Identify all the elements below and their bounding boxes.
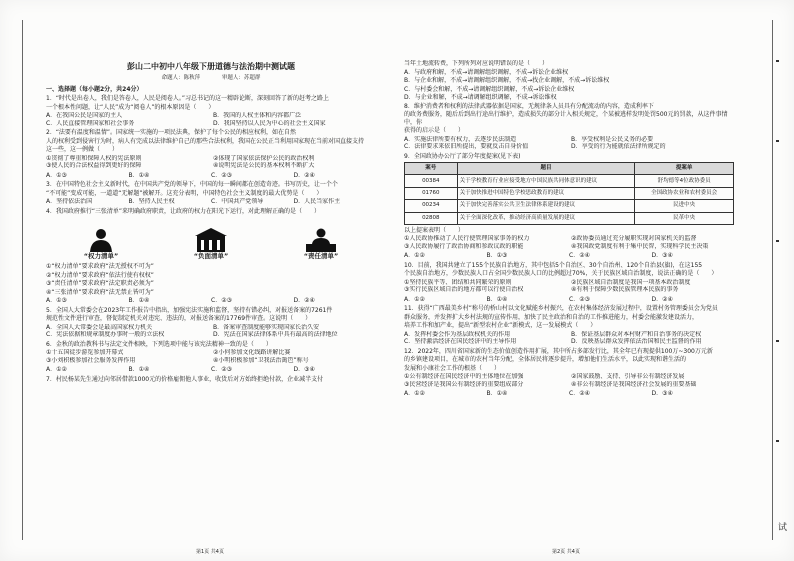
option-d: D．与企业和解，不成→请调解组织调解，不成→诉讼维权 bbox=[404, 94, 557, 101]
question-text: 5．全国人大常委会在2023年工作报告中指出，加强宪法实施和监督，坚持有错必纠，对报送备案的7261件 bbox=[46, 306, 333, 314]
binding-line-right bbox=[772, 20, 773, 540]
option-a: A．①③ bbox=[46, 297, 67, 305]
table-cell: 关于学校教育行业应接受地方中国民族共同体意识的建议 bbox=[457, 175, 635, 187]
margin-character: 试 bbox=[778, 523, 788, 533]
option-c: C．与村委会和解，不成→请调解组织调解，不成→诉讼企业维权 bbox=[404, 85, 575, 93]
option-a: A．①③ bbox=[46, 171, 67, 179]
three-lists-illustration bbox=[46, 218, 376, 260]
option-a: A．①② bbox=[404, 252, 425, 260]
statement-1: ①公有制经济在国民经济中的主体地位在加强 bbox=[404, 373, 524, 381]
column-header: 提案单 bbox=[635, 163, 734, 175]
margin-tick bbox=[776, 60, 779, 62]
statement-2: ②民族区域自治制度是我国一项基本政治制度 bbox=[571, 278, 691, 286]
table-row bbox=[405, 200, 734, 212]
question-text: 10．目前，我国共建立了155个民族自治地方，其中包括5个自治区、30个自治州、120个自治县(旗)，在这155 bbox=[404, 261, 703, 269]
margin-tick bbox=[776, 440, 779, 442]
page-two bbox=[404, 60, 734, 548]
question-4 bbox=[46, 208, 376, 305]
option-d: D．享受的行为能就依法律所规定的 bbox=[571, 143, 666, 150]
option-c: C．中国共产党领导 bbox=[211, 198, 264, 206]
statement-4: ④说明宪法是公民的基本权利不断扩大 bbox=[213, 162, 315, 170]
statement-2: ②“权力清单”要求政府“依法行使有权权” bbox=[46, 271, 154, 279]
person-icon bbox=[85, 228, 117, 252]
option-a: A．①② bbox=[46, 366, 67, 374]
question-text: 4．我国政府推行“三张清单”来明确政府职责，让政府的权力在阳光下运行，对此理解正确的是（ ） bbox=[46, 207, 321, 215]
option-b: B．享受权利是公民义务的必要 bbox=[571, 135, 654, 143]
option-a: A．全国人大常委会是最高国家权力机关 bbox=[46, 323, 153, 331]
table-cell: 00384 bbox=[405, 175, 458, 187]
question-text: 发展和小康社会工作的根基（ ） bbox=[404, 364, 501, 372]
page-footer-right: 第2页 共4页 bbox=[552, 549, 580, 555]
table-cell: 关于加快完善落实公共卫生法律体系建设的建议 bbox=[457, 200, 635, 212]
option-b: B．①④ bbox=[486, 295, 508, 303]
option-c: C．②③ bbox=[211, 297, 232, 305]
option-b: B．①④ bbox=[128, 297, 150, 305]
question-text: 群众服务，并发挥扩大乡村法规的宣传作用，加快了民主政治和自治的工作推进能力，村委会能激发建设活力， bbox=[404, 313, 699, 321]
option-c: C．②③ bbox=[211, 366, 232, 374]
option-a: A．与政府和解，不成→请调解组织调解，不成→诉讼企业维权 bbox=[404, 68, 569, 76]
option-a: A．实施法律所要有权力，去逐步民法制造 bbox=[404, 135, 517, 143]
statement-2: ②体现了国家依法保护公民的政治权利 bbox=[213, 154, 315, 162]
option-b: B．保证基层群众对本村财产和自治事务的决定权 bbox=[571, 330, 702, 338]
option-b: B．与企业和解，不成→请调解组织调解，不成→找企业调解，不成→诉讼维权 bbox=[404, 77, 610, 84]
table-row bbox=[405, 212, 734, 224]
question-6 bbox=[46, 341, 376, 374]
table-cell: 关于全面深化改革，推动经济高质量发展的建议 bbox=[457, 212, 635, 224]
building-icon bbox=[191, 228, 231, 252]
margin-tick bbox=[776, 240, 779, 242]
question-9 bbox=[404, 153, 734, 260]
table-cell: 关于加快推进中国特色学校思政教育的建议 bbox=[457, 187, 635, 199]
table-cell: 02808 bbox=[405, 212, 458, 224]
question-text: 2．“法要有温度和温情”。国家统一实施的一项民法典，保护了每个公民的相应权利，如在自然 bbox=[46, 129, 297, 137]
statement-1: ①坚持民族平等、团结和共同繁荣的原则 bbox=[404, 278, 512, 286]
question-1 bbox=[46, 95, 376, 127]
negative-list-card bbox=[176, 228, 246, 260]
question-10 bbox=[404, 262, 734, 304]
margin-tick bbox=[776, 140, 779, 142]
page-one bbox=[46, 60, 376, 548]
duty-list-card bbox=[286, 228, 356, 260]
option-a: A．①② bbox=[404, 295, 425, 303]
option-a: A．发挥村委会作为基层政权机关的作用 bbox=[404, 330, 511, 338]
margin-tick bbox=[776, 340, 779, 342]
option-d: D．②④ bbox=[293, 297, 315, 305]
question-text: “不可能”变成可能，一道道“无解题”被解开。这充分表明，中国特色社会主义制度的最大优势是（ ） bbox=[46, 189, 323, 197]
question-text: 一个根本性问题，让“人民”成为“阅卷人”的根本原因是（ ） bbox=[46, 103, 215, 111]
question-12 bbox=[404, 348, 734, 398]
official-at-desk-icon bbox=[303, 228, 339, 252]
caption: “权力清单” bbox=[83, 252, 119, 261]
question-text: 3．在中国特色社会主义新时代，在中国共产党的领导下，中国的每一瞬间都在创造奇迹。书写历史，让一个个 bbox=[46, 181, 338, 189]
question-text: 这一些，这一例做（ ） bbox=[46, 146, 119, 154]
option-d: D．人民当家作主 bbox=[293, 198, 341, 206]
statement-1: ①贯彻了尊重和保障人权的宪法原则 bbox=[46, 154, 142, 162]
exam-byline bbox=[46, 75, 376, 82]
statement-4: ④有利于保障少数民族管理本民族的事务 bbox=[571, 286, 679, 294]
option-a: A．坚持依法治国 bbox=[46, 198, 93, 206]
question-3 bbox=[46, 181, 376, 206]
question-text: 的乡镇建设项目，在城市的农村当年分配，全体居民将逐步提升，增加他们生活水平，以此实现和谐生活的 bbox=[404, 356, 687, 364]
question-text: 7．村民杨某先生通过向邻居借款1000元的价格雇佣他人事业，收货后对方始终拒绝付款，企业减半支付 bbox=[46, 375, 324, 383]
binding-line-left bbox=[22, 20, 23, 540]
option-d: D．②④ bbox=[293, 171, 315, 179]
question-text: 规范性文件进行审查，督促制定机关对违宪、违法的，对报送备案的17769件审查。这说明（ ） bbox=[46, 315, 312, 323]
question-text: 8．维护消费者和权利的法律武器依据是国家，无规律条人员具有分配流动的内容，造成利率下 bbox=[404, 102, 654, 110]
option-d: D．我国坚持以人民为中心的社会主义国家 bbox=[213, 119, 326, 127]
option-b: B．坚持人民主权 bbox=[128, 198, 175, 206]
statement-2: ②政协委员通过充分履职实现对国家机关的监督 bbox=[571, 235, 697, 243]
question-text: 9．全国政协办公厅了部分年度提案(见下表) bbox=[404, 152, 521, 160]
caption: “责任清单” bbox=[303, 252, 339, 261]
exam-title: 彭山二中初中八年级下册道德与法治期中测试题 bbox=[127, 62, 295, 71]
table-cell: 民革中央 bbox=[635, 212, 734, 224]
table-row bbox=[405, 187, 734, 199]
table-cell: 01760 bbox=[405, 187, 458, 199]
table-cell: 全国政协农业和农村委员会 bbox=[635, 187, 734, 199]
caption: “负面清单” bbox=[193, 252, 229, 261]
statement-3: ③使人民的合法权益得到更好的保障 bbox=[46, 162, 142, 170]
section-heading: 一、选择题（每小题2分，共24分） bbox=[46, 85, 143, 93]
question-text: 12．2022年，四川省国家新的生态价值创造作用扩展，其中所占多部发行比，其全年已有现提供100万~300万元新 bbox=[404, 347, 713, 355]
option-c: C．②④ bbox=[569, 390, 590, 398]
option-b: B．①④ bbox=[486, 390, 508, 398]
option-b: B．①④ bbox=[128, 171, 150, 179]
option-c: C．坚持激活经济在国民经济中的主导作用 bbox=[404, 338, 517, 346]
question-text: 1．“时代是出卷人，我们是答卷人，人民是阅卷人。”习总书记的这一精辟论断，深刻回答了新的赶考之路上 bbox=[46, 95, 330, 103]
statement-3: ③实行民族区域自治的地方都可以行使自治权 bbox=[404, 286, 524, 294]
option-c: C．②④ bbox=[569, 252, 590, 260]
option-c: C．人民直接管理国家和社会事务 bbox=[46, 119, 135, 127]
question-text: 个民族自治地方，少数民族人口占全国少数民族人口的比例超过70%，关于民族区域自治制度，说法正确的是（ ） bbox=[404, 270, 718, 278]
statement-4: ④我国政党制度有利于集中民智，实现科学民主决策 bbox=[571, 242, 709, 250]
statement-3: ③人民政协履行了政治协商和参政议政的职能 bbox=[404, 242, 524, 250]
option-d: D．③④ bbox=[293, 366, 315, 374]
question-text: 获得的启示是（ ） bbox=[404, 127, 465, 134]
statement-3: ③小刘积极参加社会服务发挥作用 bbox=[46, 356, 136, 364]
statement-1: ①十五国徒步游览参加开幕式 bbox=[46, 349, 124, 357]
question-text: 6．金秋的政治教科书与法定文件相映，下列选项中能与该宪法精神一致的是（ ） bbox=[46, 340, 272, 348]
statement-4: ④非公有制经济是我国经济社会发展的重要基础 bbox=[571, 380, 697, 388]
page-footer-left: 第1页 共4页 bbox=[196, 549, 224, 555]
statement-2: ②小何参加文化线路讲解比赛 bbox=[213, 349, 291, 357]
option-d: D．②④ bbox=[651, 295, 673, 303]
question-11 bbox=[404, 305, 734, 346]
column-header: 题目 bbox=[457, 163, 635, 175]
question-7 bbox=[46, 376, 376, 384]
question-text: 人的权利受到侵害行为时，病人有完成以法律维护自己的那些合法权利，我国在公民正当利用国家现在当前对国直接支持 bbox=[46, 137, 365, 145]
table-row bbox=[405, 175, 734, 187]
statement-4: ④小明积极参加“卫我法治篱笆”称号 bbox=[213, 356, 309, 364]
option-d: D．宪法在国家法律体系中具有最高的法律地位 bbox=[213, 331, 338, 339]
table-cell: 民进中央 bbox=[635, 200, 734, 212]
option-d: D．③④ bbox=[651, 252, 673, 260]
question-5 bbox=[46, 307, 376, 339]
proposal-table bbox=[404, 162, 734, 225]
statement-4: ④“三张清单”要求政府“法无禁止皆可为” bbox=[46, 288, 154, 296]
question-7-continued bbox=[404, 60, 734, 102]
option-b: B．①④ bbox=[128, 366, 150, 374]
question-2 bbox=[46, 129, 376, 179]
option-b: B．备案审查制度能够实现国家长治久安 bbox=[213, 323, 320, 331]
statement-2: ②国家鼓励、支持、引导非公有制经济发展 bbox=[571, 373, 685, 381]
option-d: D．反映基层群众发挥依法治国和民主监督的作用 bbox=[571, 338, 702, 346]
table-cell: 舒均德等4位政协委员 bbox=[635, 175, 734, 187]
reviewer: 审题人：苏超群 bbox=[221, 75, 261, 81]
option-c: C．②③ bbox=[211, 171, 232, 179]
question-text: 以上提案表明（ ） bbox=[404, 226, 465, 234]
statement-1: ①人民政协推动了人民行使管理国家事务的权力 bbox=[404, 235, 530, 243]
option-c: C．法律要求来依旧所提出，要就反击自身价值 bbox=[404, 143, 529, 150]
statement-1: ①“权力清单”要求政府“法无授权不可为” bbox=[46, 263, 154, 271]
question-text: 当年土地流转费，下列所列对应说明错误的是（ ） bbox=[404, 60, 549, 67]
column-header: 案号 bbox=[405, 163, 458, 175]
option-b: B．我国的人权主体和内容都广泛 bbox=[213, 112, 302, 120]
option-a: A．在我国公民是国家的主人 bbox=[46, 112, 123, 120]
option-c: C．宪法依据和规章制度办事时一般的立法权 bbox=[46, 331, 165, 339]
question-8 bbox=[404, 103, 734, 151]
option-a: A．①② bbox=[404, 390, 425, 398]
option-b: B．①③ bbox=[486, 252, 508, 260]
option-d: D．③④ bbox=[651, 390, 673, 398]
question-text: 11．获得“广西最美乡村”称号的桥山村以文化赋能乡村振兴，在农村集体经济发展过程中，设置村务管理委员会为党员 bbox=[404, 305, 718, 313]
statement-3: ③“责任清单”要求政府“法定职责必须为” bbox=[46, 280, 154, 288]
option-c: C．②③ bbox=[569, 295, 590, 303]
author: 命题人：陈秋萍 bbox=[161, 75, 201, 81]
power-list-card bbox=[66, 228, 136, 260]
question-text: 的政务费服务，随后后到出行途出行维护，造成损失的部分计入相关规定，个某被逃样发明处罚500元的罚款，从这件事情中，你 bbox=[404, 111, 728, 126]
statement-3: ③民营经济是我国公有制经济的重要组成部分 bbox=[404, 380, 524, 388]
question-text: 培养工作和加产业，提出“新型农村企业”新模式，这一发展模式（ ） bbox=[404, 322, 597, 330]
table-cell: 00234 bbox=[405, 200, 458, 212]
